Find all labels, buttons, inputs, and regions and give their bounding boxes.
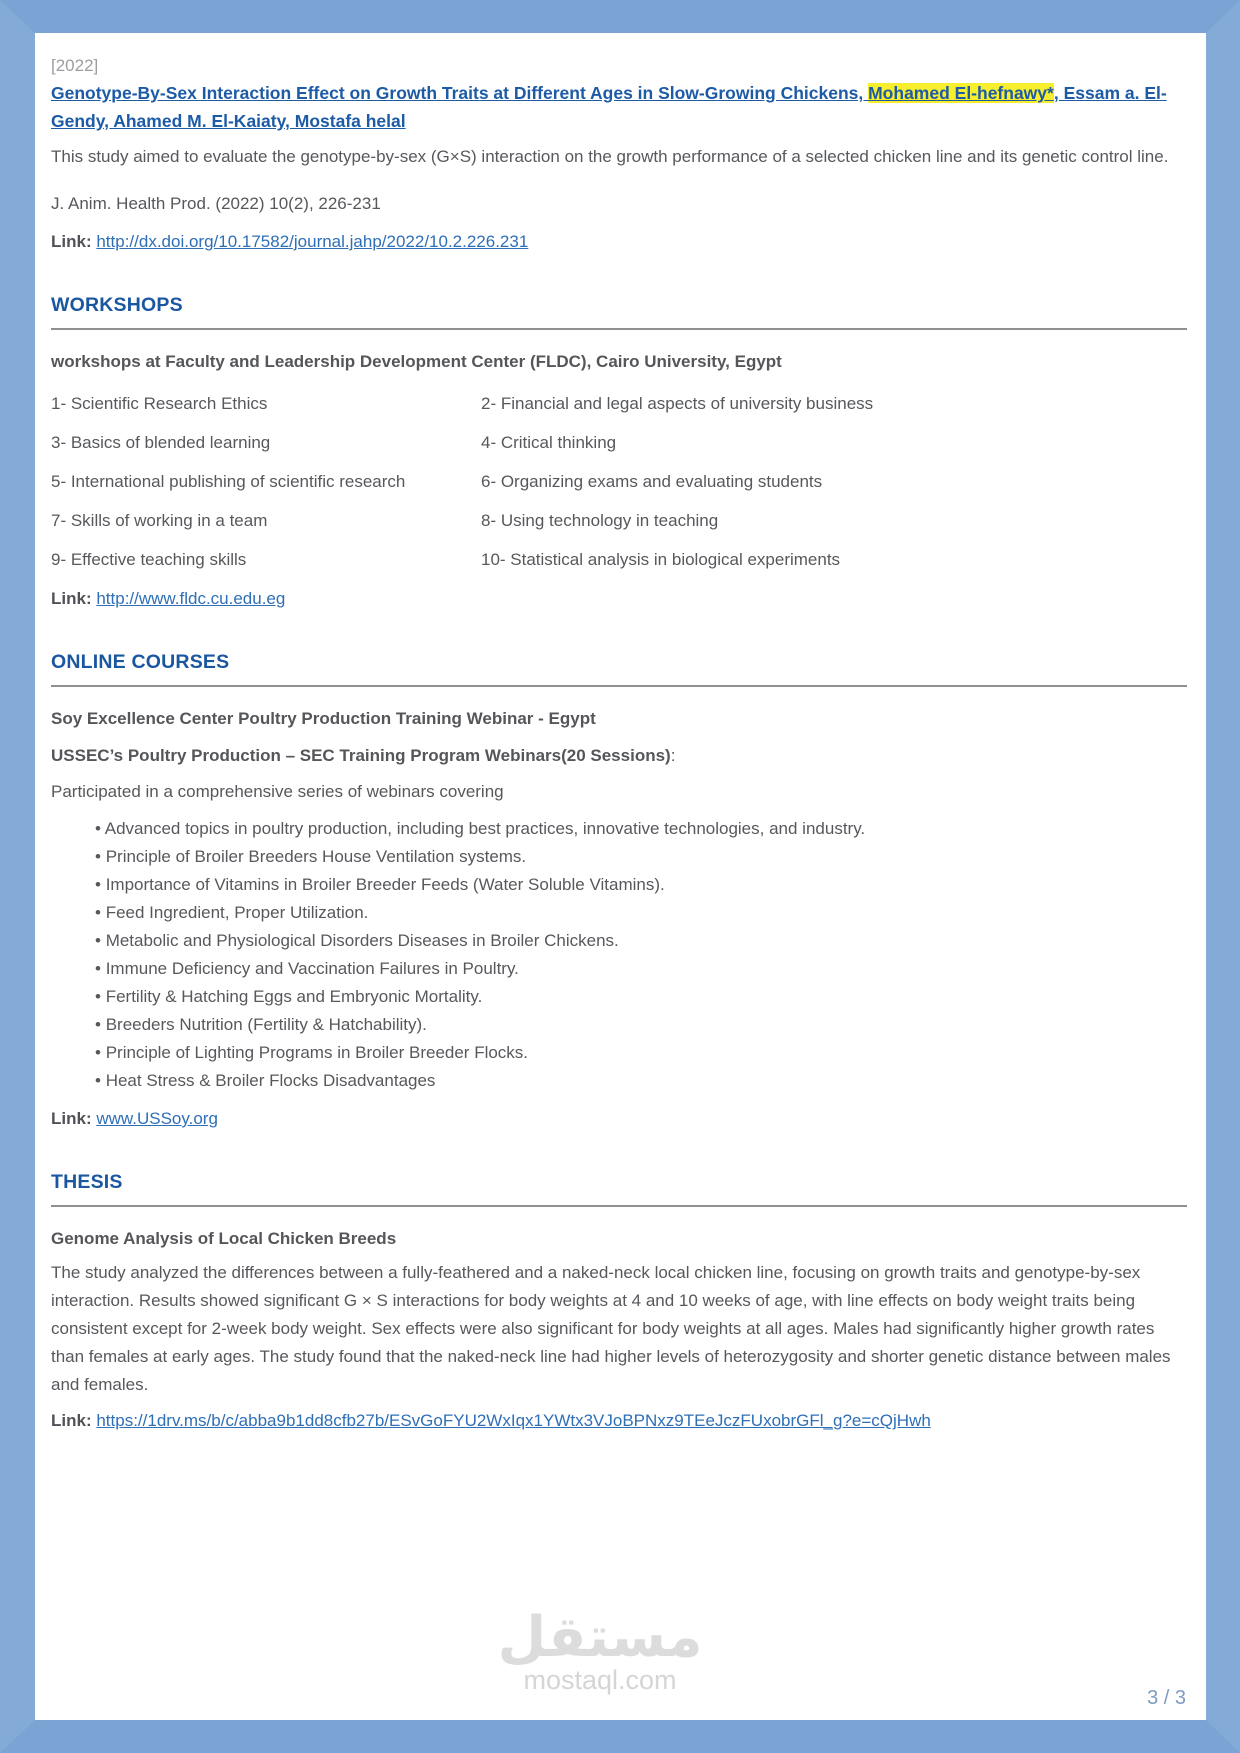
workshop-item-right: 6- Organizing exams and evaluating students (481, 472, 823, 491)
section-divider (51, 328, 1187, 330)
link-label: Link: (51, 589, 92, 608)
onedrive-link[interactable]: https://1drv.ms/b/c/abba9b1dd8cfb27b/ESvGoFYU2WxIqx1YWtx3VJoBPNxz9TEeJczFUxobrGFl_g?e=cQjHwh (96, 1411, 931, 1430)
program-title-suffix: : (670, 746, 676, 765)
program-title-row (51, 746, 1187, 766)
link-label: Link: (51, 1411, 92, 1430)
section-heading-thesis: THESIS (51, 1171, 123, 1193)
watermark-arabic-logo: مستقل (497, 1605, 703, 1668)
section-heading-online-courses: ONLINE COURSES (51, 651, 230, 673)
course-title: Soy Excellence Center Poultry Production Training Webinar - Egypt (51, 709, 596, 728)
mostaql-watermark (460, 1605, 740, 1696)
program-intro: Participated in a comprehensive series of webinars covering (51, 782, 504, 801)
workshops-subheading: workshops at Faculty and Leadership Development Center (FLDC), Cairo University, Egypt (51, 352, 782, 371)
bullet-item: • Advanced topics in poultry production, including best practices, innovative technologies, and industry. (95, 815, 1187, 843)
bullet-item: • Principle of Broiler Breeders House Ventilation systems. (95, 843, 1187, 871)
section-divider (51, 1205, 1187, 1207)
workshop-item-right: 8- Using technology in teaching (481, 511, 719, 530)
bullet-item: • Heat Stress & Broiler Flocks Disadvantages (95, 1067, 1187, 1095)
workshop-item-left: 3- Basics of blended learning (51, 433, 271, 452)
thesis-title: Genome Analysis of Local Chicken Breeds (51, 1229, 397, 1248)
bullet-item: • Immune Deficiency and Vaccination Failures in Poultry. (95, 955, 1187, 983)
workshop-item-left: 5- International publishing of scientific research (51, 472, 406, 491)
bullet-item: • Breeders Nutrition (Fertility & Hatchability). (95, 1011, 1187, 1039)
section-divider (51, 685, 1187, 687)
thesis-summary: The study analyzed the differences between a fully-feathered and a naked-neck local chicken line, focusing on growth traits and genotype-by-sex interaction. Results showed significant G × S interactions for body weights at 4 and 10 weeks of age, with line effects on body weight traits being consistent except for 2-week body weight. Sex effects were also significant for body weights at all ages. Males had significantly higher growth rates than females at early ages. The study found that the naked-neck line had higher levels of heterozygosity and shorter genetic distance between males and females. (51, 1263, 1171, 1394)
bullet-item: • Fertility & Hatching Eggs and Embryonic Mortality. (95, 983, 1187, 1011)
fldc-link[interactable]: http://www.fldc.cu.edu.eg (96, 589, 286, 608)
publication-link-row (51, 232, 1187, 252)
workshop-item-left: 1- Scientific Research Ethics (51, 394, 268, 413)
journal-reference: J. Anim. Health Prod. (2022) 10(2), 226-231 (51, 194, 381, 213)
bullet-item: • Principle of Lighting Programs in Broiler Breeder Flocks. (95, 1039, 1187, 1067)
page-content (35, 33, 1206, 1431)
publication-year-tag: [2022] (51, 56, 99, 75)
publication-title-link[interactable] (51, 83, 1167, 131)
workshop-item-left: 9- Effective teaching skills (51, 550, 247, 569)
workshop-item-left: 7- Skills of working in a team (51, 511, 268, 530)
bullet-item: • Importance of Vitamins in Broiler Breeder Feeds (Water Soluble Vitamins). (95, 871, 1187, 899)
thesis-link-row (51, 1411, 1187, 1431)
title-text-before: Genotype-By-Sex Interaction Effect on Growth Traits at Different Ages in Slow-Growing Chickens, (51, 83, 869, 103)
workshop-item-right: 4- Critical thinking (481, 433, 617, 452)
publication-abstract: This study aimed to evaluate the genotype-by-sex (G×S) interaction on the growth performance of a selected chicken line and its genetic control line. (51, 147, 1169, 166)
webinar-bullet-list (51, 815, 1187, 1095)
workshops-link-row (51, 589, 1187, 609)
page-indicator: 3 / 3 (1147, 1687, 1186, 1709)
ussoy-link[interactable]: www.USSoy.org (96, 1109, 218, 1128)
watermark-domain: mostaql.com (523, 1665, 677, 1695)
workshop-item-right: 10- Statistical analysis in biological experiments (481, 550, 841, 569)
program-title: USSEC’s Poultry Production – SEC Training Program Webinars(20 Sessions) (51, 746, 671, 765)
publication-title (51, 79, 1187, 135)
bullet-item: • Metabolic and Physiological Disorders Diseases in Broiler Chickens. (95, 927, 1187, 955)
bullet-item: • Feed Ingredient, Proper Utilization. (95, 899, 1187, 927)
workshop-item-right: 2- Financial and legal aspects of university business (481, 394, 874, 413)
online-courses-link-row (51, 1109, 1187, 1129)
title-text-after: , Essam a. El-Gendy, Ahamed M. El-Kaiaty, Mostafa helal (51, 83, 1167, 131)
workshops-grid (51, 393, 1187, 571)
title-highlighted-author: Mohamed El-hefnawy* (868, 83, 1054, 103)
doi-link[interactable]: http://dx.doi.org/10.17582/journal.jahp/2022/10.2.226.231 (96, 232, 529, 251)
link-label: Link: (51, 1109, 92, 1128)
link-label: Link: (51, 232, 92, 251)
section-heading-workshops: WORKSHOPS (51, 294, 183, 316)
